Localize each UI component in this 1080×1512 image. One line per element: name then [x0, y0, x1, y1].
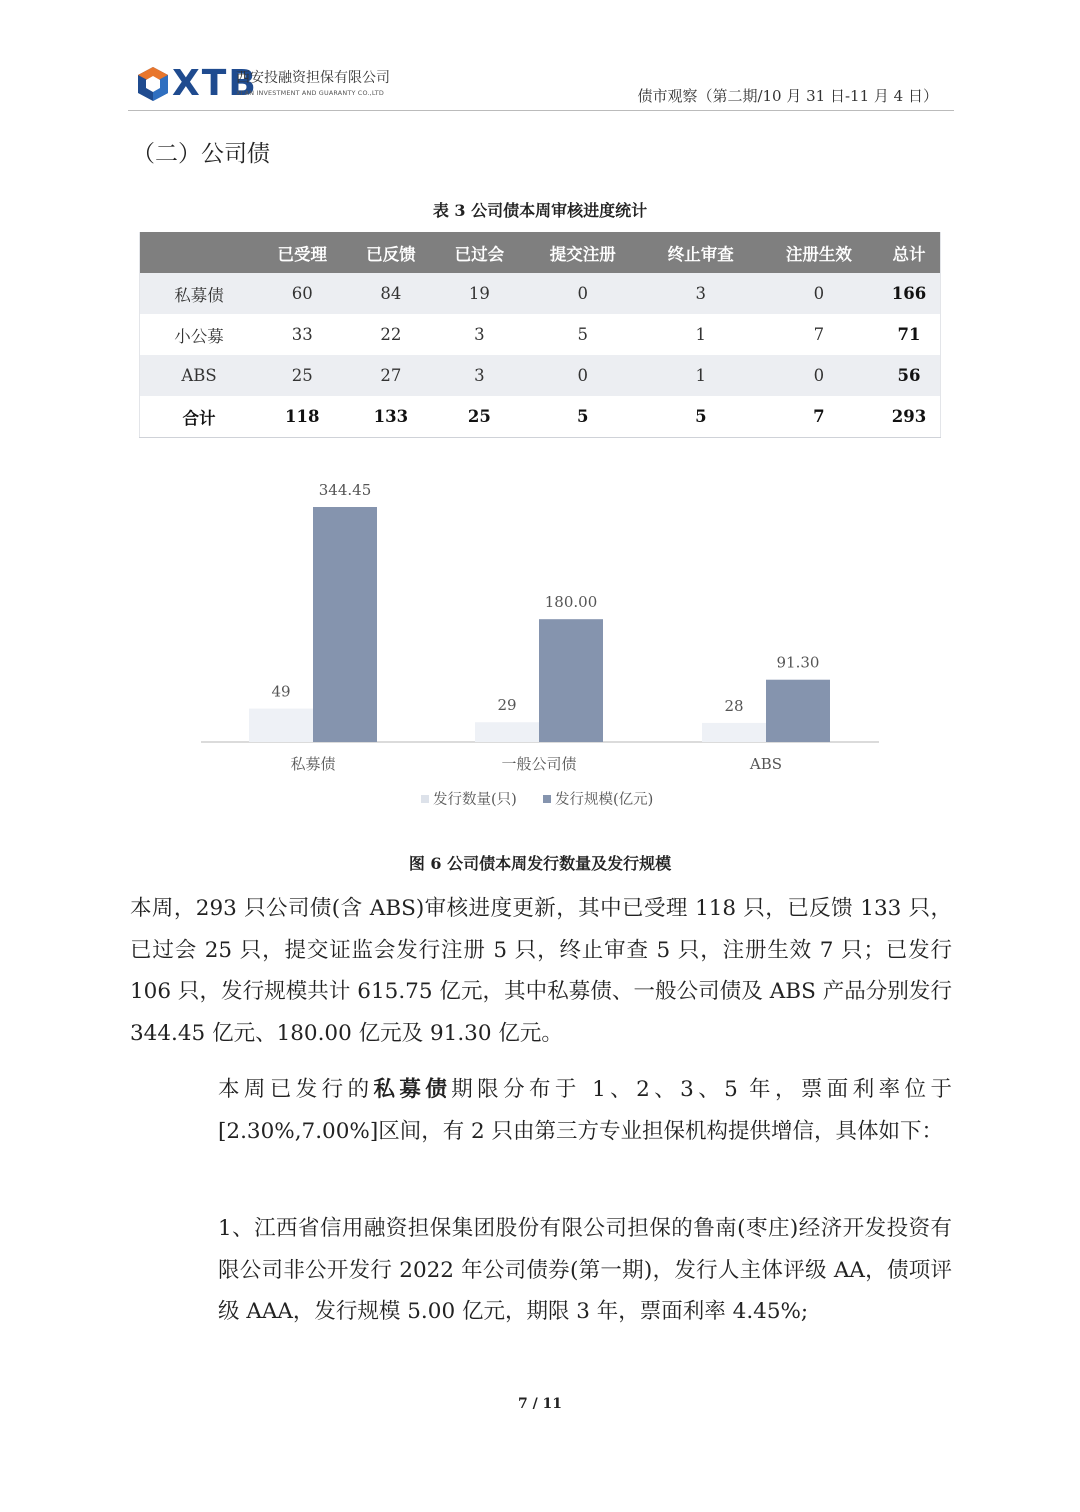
table-cell: 0 [524, 273, 642, 314]
document-header-title: 债市观察（第二期/10 月 31 日-11 月 4 日） [637, 87, 938, 105]
table-row [140, 314, 941, 355]
table-cell: 5 [576, 407, 589, 426]
section-title: （二）公司债 [132, 141, 270, 167]
table-cell: 5 [577, 325, 588, 344]
table-total-cell: 56 [878, 355, 941, 396]
table-cell: 293 [891, 407, 927, 426]
header-divider [128, 110, 954, 111]
table-cell: 7 [813, 407, 825, 426]
paragraph-text: 期限分布于 1、2、3、5 年，票面利率位于[2.30%,7.00%]区间，有 2 只由第三方专业担保机构提供增信，具体如下： [218, 1077, 952, 1144]
data-label: 91.30 [776, 653, 820, 672]
table-cell: 3 [474, 325, 485, 344]
table-cell: 60 [258, 273, 347, 314]
legend-label: 发行规模(亿元) [555, 792, 654, 808]
page-number: 7 / 11 [517, 1396, 563, 1412]
data-label: 344.45 [318, 481, 372, 499]
bar-scale [766, 680, 830, 742]
table-total-cell: 166 [878, 273, 941, 314]
legend-label: 发行数量(只) [433, 792, 517, 808]
table-caption: 表 3 公司债本周审核进度统计 [432, 201, 648, 220]
table-cell: 0 [524, 355, 642, 396]
logo-letters: XTB [172, 63, 258, 104]
data-label: 28 [724, 696, 744, 715]
table-cell: 25 [467, 407, 491, 426]
table-total-cell: 71 [897, 325, 921, 344]
table-header-row [140, 232, 941, 273]
issuance-bar-chart [0, 470, 1080, 820]
table-cell: 19 [435, 273, 524, 314]
company-logo-icon [136, 66, 170, 102]
private-bond-paragraph [218, 1069, 952, 1152]
table-row-label: 小公募 [174, 326, 224, 346]
summary-paragraph: 本周，293 只公司债(含 ABS)审核进度更新，其中已受理 118 只，已反馈 133 只，已过会 25 只，提交证监会发行注册 5 只，终止审查 5 只，注册生效 7 只；已发行 106 只，发行规模共计 615.75 亿元，其中私募债、一般公司债及 ABS 产品分别发行 344.45 亿元、180.00 亿元及 91.30 亿元。 [130, 896, 952, 1046]
table-cell: 3 [642, 273, 760, 314]
table-cell: 0 [760, 355, 878, 396]
table-header-cell: 注册生效 [760, 232, 878, 273]
category-label: 私募债 [290, 755, 336, 773]
table-header-cell: 已受理 [258, 232, 347, 273]
table-cell: 133 [373, 407, 409, 426]
table-cell: 0 [760, 273, 878, 314]
category-label: ABS [749, 755, 783, 773]
table-cell: 22 [380, 325, 402, 344]
paragraph-text: 本周已发行的 [218, 1077, 374, 1102]
table-row [140, 355, 941, 396]
table-cell: 25 [258, 355, 347, 396]
bar-count [702, 723, 766, 742]
data-label: 180.00 [544, 593, 598, 612]
table-header-cell: 提交注册 [524, 232, 642, 273]
table-cell: 118 [285, 407, 320, 426]
table-row [140, 273, 941, 314]
review-progress-table [139, 232, 941, 438]
table-cell: 84 [347, 273, 436, 314]
table-row-label: 私募债 [140, 273, 259, 314]
table-header-cell: 已过会 [435, 232, 524, 273]
bar-count [249, 709, 313, 742]
bar-scale [313, 507, 377, 742]
table-header-cell: 终止审查 [642, 232, 760, 273]
company-name-cn: 西安投融资担保有限公司 [236, 70, 390, 86]
table-cell: 7 [813, 325, 825, 344]
company-name-en: XI'AN INVESTMENT AND GUARANTY CO.,LTD [236, 89, 384, 97]
figure-caption: 图 6 公司债本周发行数量及发行规模 [408, 854, 672, 873]
legend-swatch [421, 795, 429, 803]
table-cell: 33 [291, 325, 313, 344]
paragraph-emphasis: 私募债 [373, 1077, 452, 1102]
bond-item-1: 1、江西省信用融资担保集团股份有限公司担保的鲁南(枣庄)经济开发投资有限公司非公开发行 2022 年公司债券(第一期)，发行人主体评级 AA，债项评级 AAA，发行规模 5.00 亿元，期限 3 年，票面利率 4.45%; [218, 1216, 952, 1324]
category-label: 一般公司债 [501, 755, 577, 773]
table-cell: 5 [695, 407, 707, 426]
data-label: 49 [271, 682, 291, 701]
table-cell: 3 [435, 355, 524, 396]
table-cell: 1 [642, 355, 760, 396]
table-cell: 1 [695, 325, 707, 344]
table-row-label: 合计 [182, 408, 216, 428]
table-row-label: ABS [140, 355, 259, 396]
data-label: 29 [497, 696, 517, 715]
legend-swatch [543, 795, 551, 803]
bar-scale [539, 619, 603, 742]
table-total-row [140, 396, 941, 438]
table-header-cell [140, 232, 259, 273]
table-header-cell: 已反馈 [347, 232, 436, 273]
table-cell: 27 [347, 355, 436, 396]
bar-count [475, 722, 539, 742]
table-header-cell: 总计 [878, 232, 941, 273]
